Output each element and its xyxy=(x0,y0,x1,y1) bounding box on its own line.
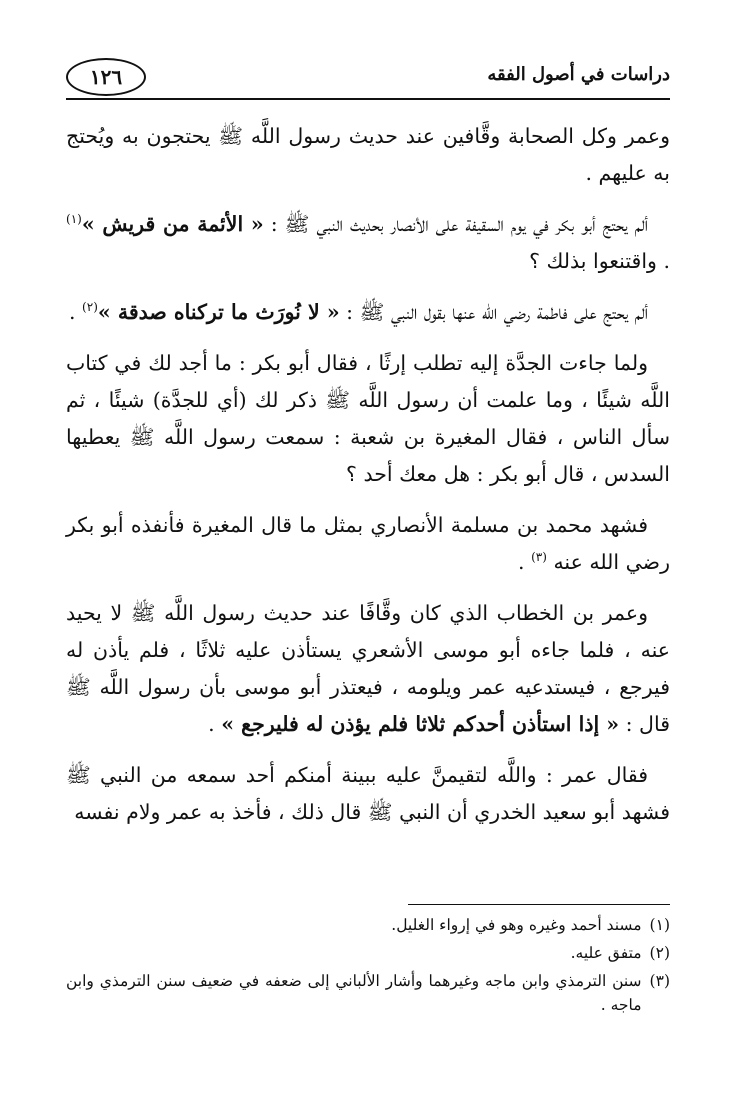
footnote-text: سنن الترمذي وابن ماجه وغيرهما وأشار الألباني إلى ضعفه في ضعيف سنن الترمذي وابن ماجه . xyxy=(66,972,642,1014)
page-header xyxy=(66,58,670,102)
text-segment: . xyxy=(208,712,222,736)
text-segment: ولما جاءت الجدَّة إليه تطلب إرثًا ، فقال أبو بكر : ما أجد لك في كتاب اللَّه شيئًا ، وما علمت أن رسول اللَّه ﷺ ذكر لك (أي للجدَّة) شيئًا ، ثم سأل الناس ، فقال المغيرة بن شعبة : سمعت رسول اللَّه ﷺ يعطيها السدس ، قال أبو بكر : هل معك أحد ؟ xyxy=(66,351,670,486)
footnote xyxy=(66,969,670,1017)
text-segment: وعمر وكل الصحابة وقَّافين عند حديث رسول اللَّه ﷺ يحتجون به ويُحتج به عليهم . xyxy=(66,124,670,185)
text-segment: ألم يحتج على فاطمة رضي الله عنها بقول النبي ﷺ : xyxy=(339,300,648,324)
paragraph xyxy=(66,595,670,743)
footnote-ref[interactable]: (٢) xyxy=(82,300,98,315)
text-segment: فقال عمر : واللَّه لتقيمنَّ عليه ببينة أمنكم أحد سمعه من النبي ﷺ فشهد أبو سعيد الخدري أن النبي ﷺ قال ذلك ، فأخذ به عمر ولام نفسه xyxy=(66,763,670,824)
text-segment: ألم يحتج أبو بكر في يوم السقيفة على الأنصار بحديث النبي ﷺ : xyxy=(263,212,649,236)
footnote-rule xyxy=(408,904,670,905)
text-segment: . واقتنعوا بذلك ؟ xyxy=(529,249,670,273)
hadith-quote: « إذا استأذن أحدكم ثلاثا فلم يؤذن له فليرجع » xyxy=(221,712,620,736)
page-number: ١٢٦ xyxy=(66,58,146,96)
footnote-number: (٢) xyxy=(649,944,670,962)
hadith-quote: « الأئمة من قريش » xyxy=(81,212,264,236)
text-segment: . xyxy=(518,550,532,574)
hadith-quote: « لا نُورَث ما تركناه صدقة » xyxy=(97,300,340,324)
footnote-text: مسند أحمد وغيره وهو في إرواء الغليل. xyxy=(391,916,642,934)
paragraph xyxy=(66,757,670,831)
footnote xyxy=(66,913,670,937)
text-segment: . xyxy=(69,300,83,324)
text-segment: وعمر بن الخطاب الذي كان وقَّافًا عند حديث رسول اللَّه ﷺ لا يحيد عنه ، فلما جاءه أبو موسى الأشعري يستأذن عليه ثلاثًا ، فلم يأذن له فيرجع ، فيستدعيه عمر ويلومه ، فيعتذر أبو موسى بأن رسول اللَّه ﷺ قال : xyxy=(66,601,670,736)
paragraph xyxy=(66,294,670,331)
footnote-number: (١) xyxy=(649,916,670,934)
paragraph xyxy=(66,118,670,192)
footnote-ref[interactable]: (٣) xyxy=(531,550,547,565)
body-text xyxy=(66,118,670,845)
footnotes xyxy=(66,904,670,1021)
text-segment: فشهد محمد بن مسلمة الأنصاري بمثل ما قال المغيرة فأنفذه أبو بكر رضي الله عنه xyxy=(66,513,670,574)
paragraph xyxy=(66,507,670,581)
footnote-number: (٣) xyxy=(649,972,670,990)
paragraph xyxy=(66,206,670,280)
header-rule xyxy=(66,98,670,100)
paragraph xyxy=(66,345,670,493)
footnote xyxy=(66,941,670,965)
footnote-text: متفق عليه. xyxy=(570,944,642,962)
footnote-ref[interactable]: (١) xyxy=(66,212,82,227)
running-title: دراسات في أصول الفقه xyxy=(487,64,670,85)
